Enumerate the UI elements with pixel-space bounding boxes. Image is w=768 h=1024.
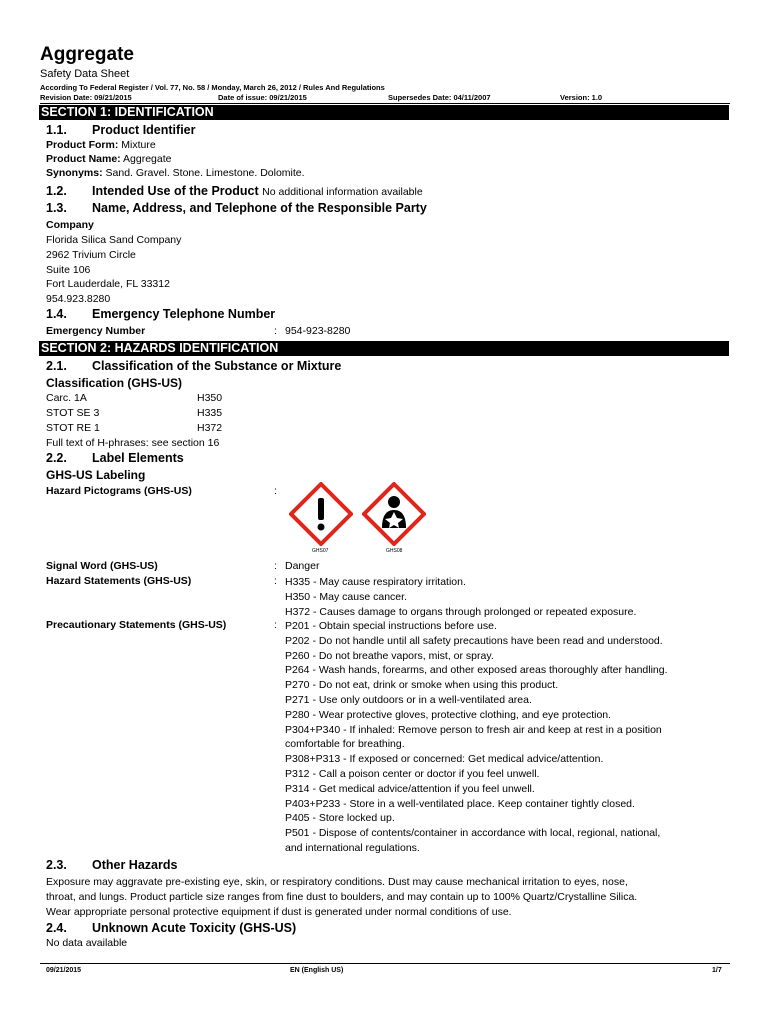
pictograms-label: Hazard Pictograms (GHS-US) [46, 485, 192, 497]
synonyms-row [46, 167, 305, 179]
precautionary-statement: P501 - Dispose of contents/container in accordance with local, regional, national, [285, 827, 661, 840]
company-address [46, 233, 181, 307]
precautionary-statement: comfortable for breathing. [285, 738, 405, 751]
heading-text: Label Elements [92, 451, 184, 465]
other-hazards-line: Exposure may aggravate pre-existing eye, skin, or respiratory conditions. Dust may cause mechanical irritation to eyes, nose, [46, 876, 628, 888]
no-data-text: No data available [46, 937, 128, 949]
other-hazards-text [46, 875, 637, 919]
heading-number: 2.1. [46, 359, 67, 373]
product-name-value: Aggregate [123, 153, 172, 165]
heading-number: 1.2. [46, 184, 67, 198]
version: Version: 1.0 [560, 93, 603, 102]
footer-date: 09/21/2015 [46, 967, 82, 974]
section-2-bar: SECTION 2: HAZARDS IDENTIFICATION [39, 341, 729, 356]
precautionary-statement: P308+P313 - If exposed or concerned: Get medical advice/attention. [285, 753, 604, 766]
colon-separator: : [274, 485, 277, 497]
health-hazard-icon [362, 482, 426, 546]
document-title: Aggregate [40, 44, 134, 65]
full-text-note: Full text of H-phrases: see section 16 [46, 437, 220, 449]
labeling-title: GHS-US Labeling [46, 468, 146, 482]
heading-1-3 [46, 201, 427, 215]
hazard-statements-list [285, 575, 636, 619]
heading-text: Intended Use of the Product [92, 184, 259, 198]
hazard-statement: H372 - Causes damage to organs through prolonged or repeated exposure. [285, 605, 637, 618]
product-name-row [46, 153, 172, 165]
heading-number: 2.4. [46, 921, 67, 935]
classification-code: H372 [197, 422, 223, 434]
product-form-row [46, 139, 156, 151]
signal-word-label: Signal Word (GHS-US) [46, 560, 158, 572]
precautionary-statement: P271 - Use only outdoors or in a well-ventilated area. [285, 693, 532, 706]
heading-text: Product Identifier [92, 123, 196, 137]
emergency-number-value: 954-923-8280 [285, 325, 351, 337]
synonyms-value: Sand. Gravel. Stone. Limestone. Dolomite. [105, 167, 305, 179]
heading-number: 2.2. [46, 451, 67, 465]
precautionary-statement: P314 - Get medical advice/attention if you feel unwell. [285, 782, 535, 795]
heading-2-2 [46, 451, 184, 465]
hazard-statement: H335 - May cause respiratory irritation. [285, 576, 466, 588]
heading-number: 2.3. [46, 858, 67, 872]
pictogram-caption: GHS08 [386, 548, 403, 554]
classification-name: Carc. 1A [46, 392, 87, 404]
heading-text: Other Hazards [92, 858, 178, 872]
colon-separator: : [274, 575, 277, 587]
precautionary-statement: P201 - Obtain special instructions before use. [285, 620, 497, 632]
precautionary-statement: P405 - Store locked up. [285, 812, 395, 825]
pictogram-caption: GHS07 [312, 548, 329, 554]
heading-text: Emergency Telephone Number [92, 307, 276, 321]
product-form-value: Mixture [121, 139, 156, 151]
company-line: Florida Silica Sand Company [46, 234, 182, 246]
other-hazards-line: Wear appropriate personal protective equipment if dust is generated under normal conditions of use. [46, 905, 512, 918]
classification-code: H350 [197, 392, 223, 404]
footer-language: EN (English US) [290, 967, 344, 974]
heading-2-3 [46, 858, 177, 872]
section-1-bar: SECTION 1: IDENTIFICATION [39, 105, 729, 120]
product-name-label: Product Name: [46, 153, 121, 165]
precautionary-statement: P264 - Wash hands, forearms, and other exposed areas thoroughly after handling. [285, 664, 668, 677]
hazard-statements-label: Hazard Statements (GHS-US) [46, 575, 192, 587]
precautionary-statement: P304+P340 - If inhaled: Remove person to fresh air and keep at rest in a position [285, 723, 662, 736]
heading-number: 1.4. [46, 307, 67, 321]
precautionary-statement: P202 - Do not handle until all safety precautions have been read and understood. [285, 634, 663, 647]
heading-number: 1.1. [46, 123, 67, 137]
synonyms-label: Synonyms: [46, 167, 103, 179]
heading-1-4 [46, 307, 275, 321]
heading-number: 1.3. [46, 201, 67, 215]
precautionary-statements-list [285, 619, 668, 856]
classification-code: H335 [197, 407, 223, 419]
company-line: 954.923.8280 [46, 293, 111, 306]
precautionary-statement: and international regulations. [285, 841, 420, 854]
precautionary-statement: P403+P233 - Store in a well-ventilated place. Keep container tightly closed. [285, 797, 635, 810]
heading-2-1 [46, 359, 341, 373]
document-subtitle: Safety Data Sheet [40, 68, 130, 80]
colon-separator: : [274, 325, 277, 337]
company-line: Suite 106 [46, 263, 91, 276]
precautionary-statement: P280 - Wear protective gloves, protective clothing, and eye protection. [285, 708, 612, 721]
classification-name: STOT RE 1 [46, 422, 100, 434]
precautionary-statements-label: Precautionary Statements (GHS-US) [46, 619, 227, 631]
colon-separator: : [274, 560, 277, 572]
signal-word-value: Danger [285, 560, 320, 572]
heading-text: Unknown Acute Toxicity (GHS-US) [92, 921, 297, 935]
issue-date: Date of issue: 09/21/2015 [218, 93, 307, 102]
footer-page-number: 1/7 [712, 967, 722, 974]
precautionary-statement: P312 - Call a poison center or doctor if you feel unwell. [285, 767, 540, 780]
hazard-statement: H350 - May cause cancer. [285, 590, 407, 603]
footer-divider [40, 963, 730, 964]
company-line: Fort Lauderdale, FL 33312 [46, 278, 170, 291]
emergency-number-label: Emergency Number [46, 325, 146, 337]
heading-text: Classification of the Substance or Mixture [92, 359, 342, 373]
precautionary-statement: P260 - Do not breathe vapors, mist, or spray. [285, 649, 494, 662]
revision-date: Revision Date: 09/21/2015 [40, 93, 132, 102]
heading-1-1 [46, 123, 195, 137]
precautionary-statement: P270 - Do not eat, drink or smoke when using this product. [285, 679, 559, 692]
company-line: 2962 Trivium Circle [46, 248, 136, 261]
header-divider [40, 103, 730, 104]
heading-2-4 [46, 921, 296, 935]
colon-separator: : [274, 619, 277, 631]
exclamation-mark-icon [289, 482, 353, 546]
company-label: Company [46, 219, 94, 231]
regulation-reference: According To Federal Register / Vol. 77, No. 58 / Monday, March 26, 2012 / Rules And Regulations [40, 83, 385, 92]
heading-text: Name, Address, and Telephone of the Responsible Party [92, 201, 427, 215]
supersedes-date: Supersedes Date: 04/11/2007 [388, 93, 491, 102]
intended-use-note: No additional information available [262, 186, 423, 198]
classification-name: STOT SE 3 [46, 407, 100, 419]
product-form-label: Product Form: [46, 139, 119, 151]
classification-title: Classification (GHS-US) [46, 376, 183, 390]
other-hazards-line: throat, and lungs. Product particle size ranges from fine dust to boulders, and may contain up to 100% Quartz/Crystalline Silica. [46, 890, 638, 903]
heading-1-2 [46, 184, 423, 198]
